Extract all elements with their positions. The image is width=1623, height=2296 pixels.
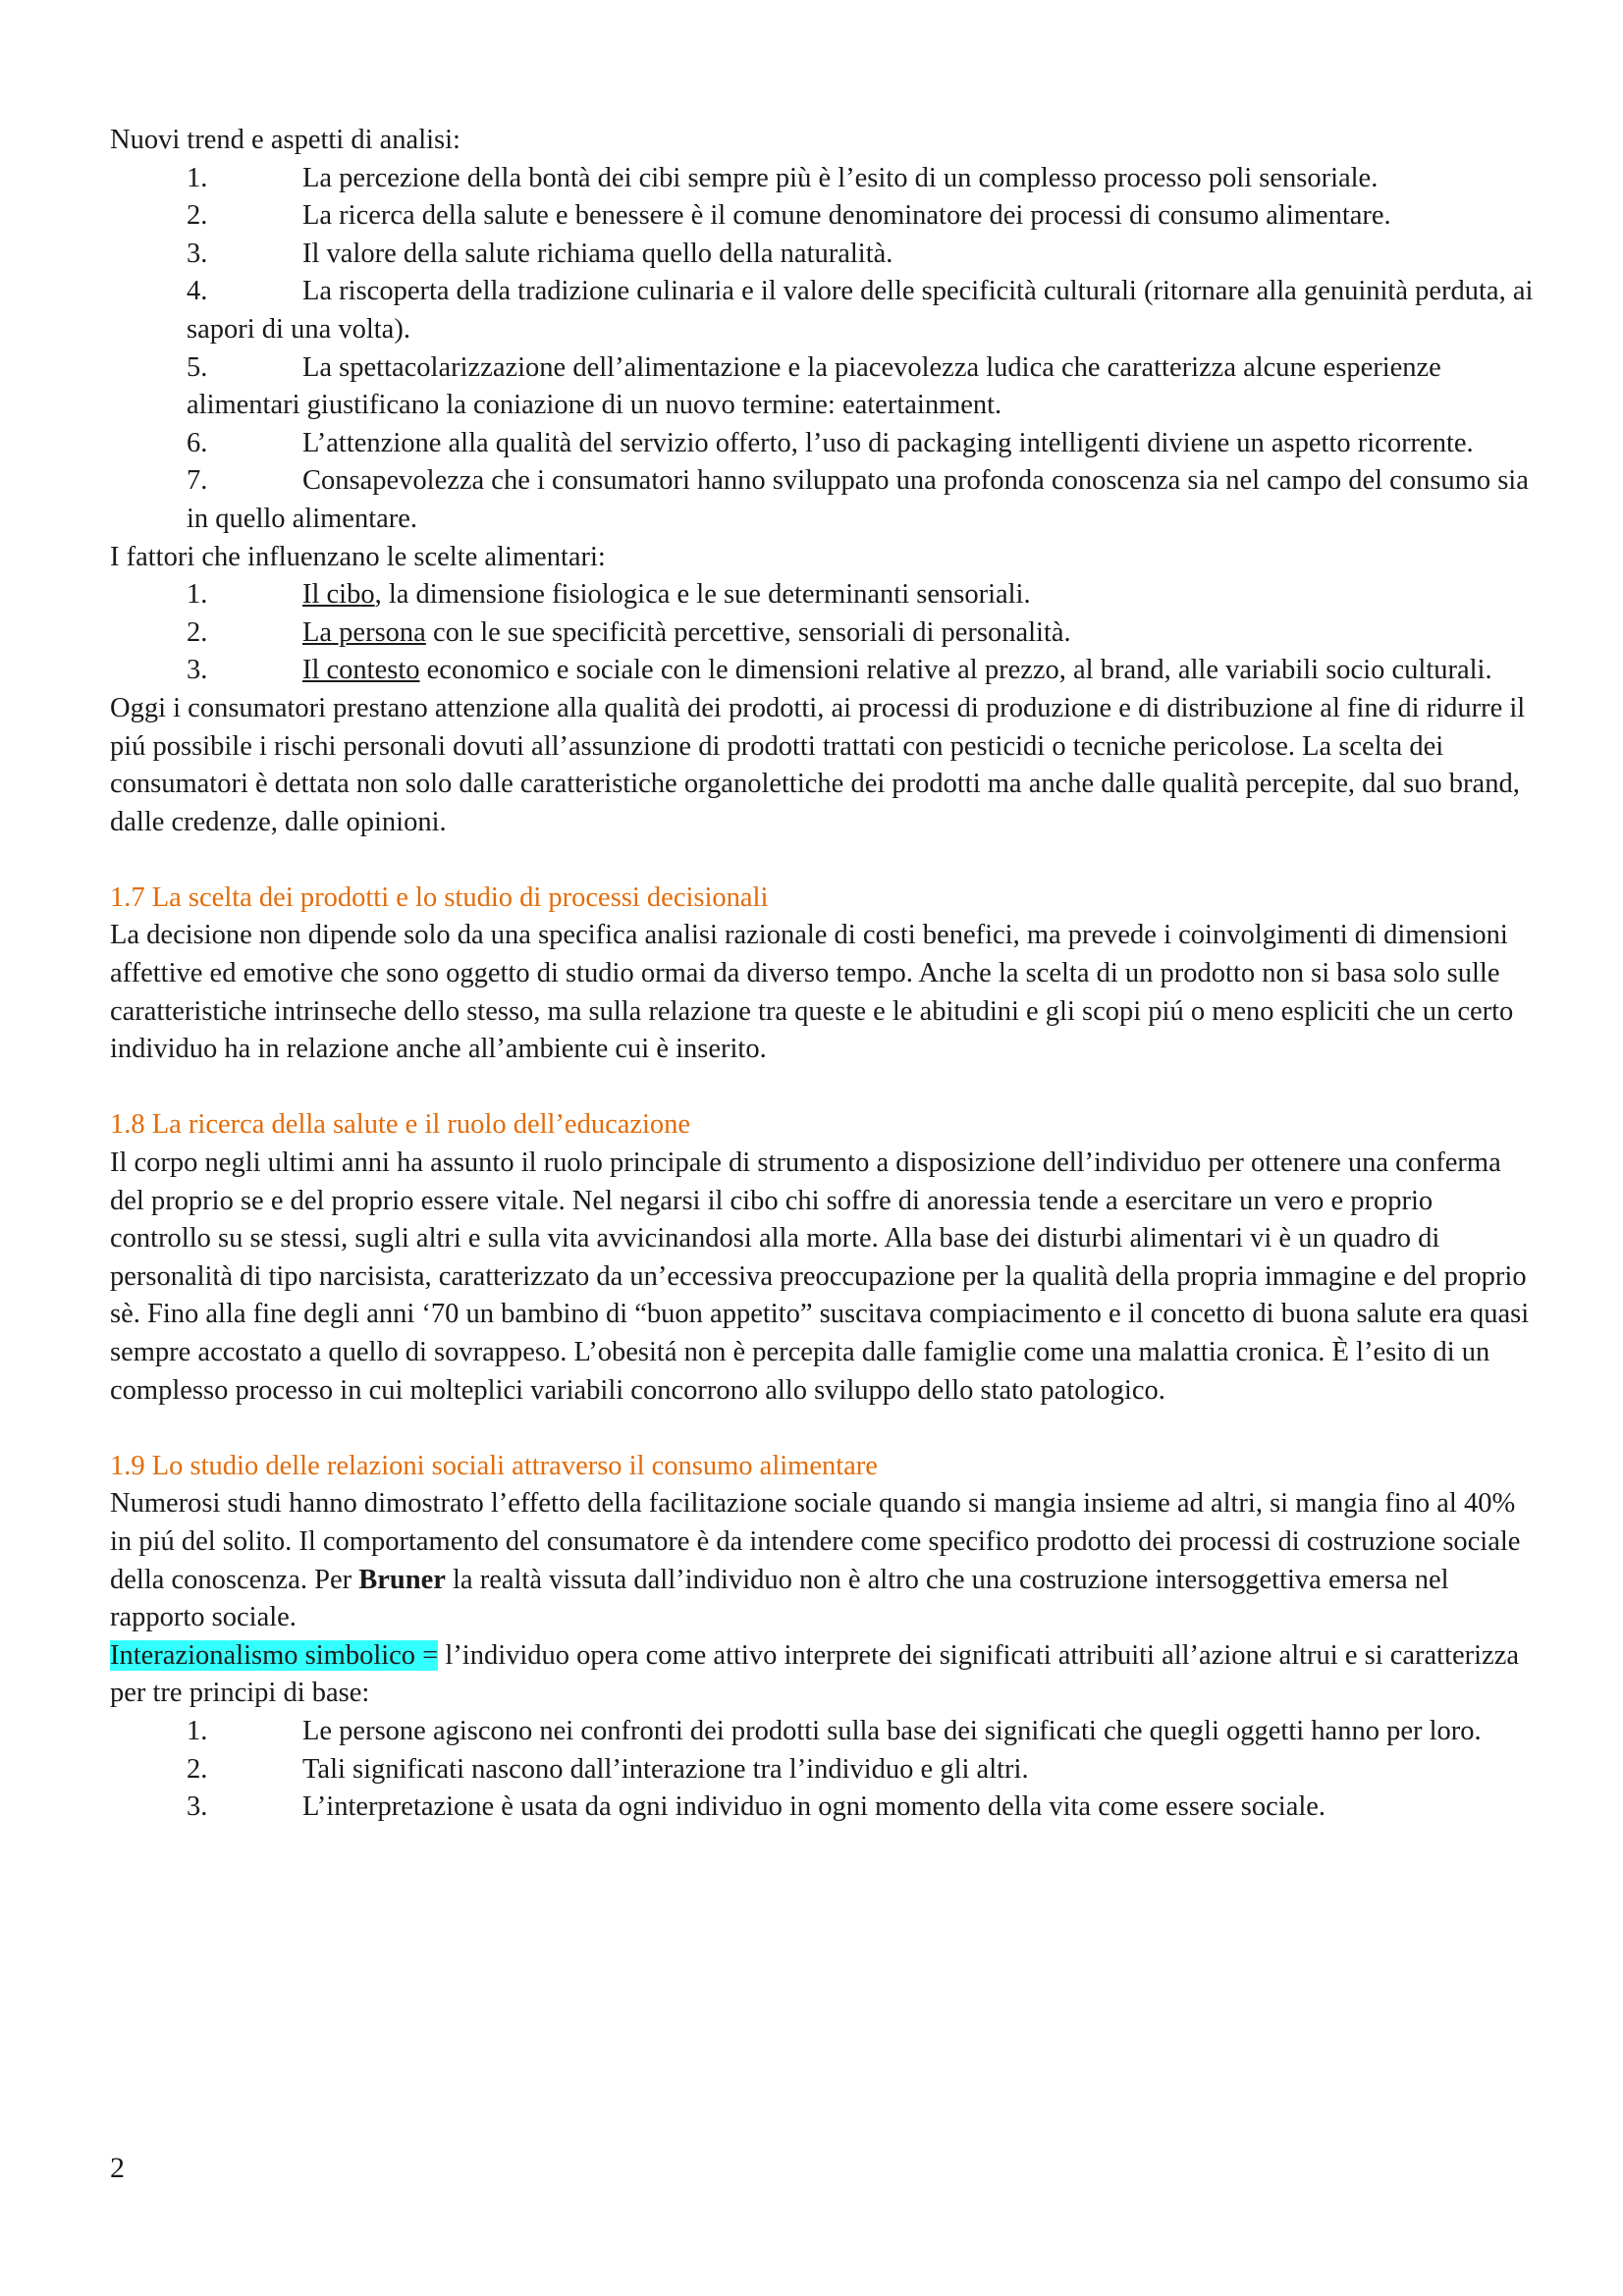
list-text: , la dimensione fisiologica e le sue determinanti sensoriali. (374, 579, 1031, 611)
section-heading-1-7: 1.7 La scelta dei prodotti e lo studio di processi decisionali (110, 881, 769, 913)
list-number: 1. (187, 162, 208, 193)
list-item (110, 462, 1534, 538)
list-number: 1. (187, 579, 208, 611)
list-item (110, 1751, 1534, 1789)
section-paragraph-1-9 (110, 1485, 1534, 1636)
list-number: 5. (187, 351, 208, 383)
list-number: 6. (187, 427, 208, 458)
list-number: 3. (187, 655, 208, 686)
section-paragraph-1-8: Il corpo negli ultimi anni ha assunto il ruolo principale di strumento a disposizione dell’individuo per ottenere una conferma del proprio se e del proprio essere vitale. Nel negarsi il cibo chi soffre di anoressia tende a esercitare un vero e proprio controllo su se stessi, sugli altri e sulla vita avvicinandosi alla morte. Alla base dei disturbi alimentari vi è un quadro di personalità di tipo narcisista, caratterizzato da un’eccessiva preoccupazione per la qualità della propria immagine e del proprio sè. Fino alla fine degli anni ‘70 un bambino di “buon appetito” suscitava compiacimento e il concetto di buona salute era quasi sempre accostato a quello di sovrappeso. L’obesitá non è percepita dalle famiglie come una malattia cronica. È l’esito di un complesso processo in cui molteplici variabili concorrono allo sviluppo dello stato patologico. (110, 1148, 1530, 1406)
list-text: con le sue specificità percettive, sensoriali di personalità. (425, 616, 1071, 648)
bold-name: Bruner (358, 1564, 446, 1595)
list-text: La ricerca della salute e benessere è il comune denominatore dei processi di consumo alimentare. (302, 200, 1391, 232)
list-item (110, 349, 1534, 425)
list-text: La spettacolarizzazione dell’alimentazione e la piacevolezza ludica che caratterizza alcune esperienze alimentari giustificano la coniazione di un nuovo termine: eatertainment. (187, 351, 1441, 421)
trends-intro: Nuovi trend e aspetti di analisi: (110, 125, 460, 155)
list-number: 2. (187, 616, 208, 648)
section-heading-1-9: 1.9 Lo studio delle relazioni sociali attraverso il consumo alimentare (110, 1450, 878, 1481)
list-number: 3. (187, 238, 208, 269)
list-text: Le persone agiscono nei confronti dei prodotti sulla base dei significati che quegli oggetti hanno per loro. (302, 1715, 1482, 1746)
list-text: Consapevolezza che i consumatori hanno sviluppato una profonda conoscenza sia nel campo del consumo sia in quello alimentare. (187, 465, 1529, 534)
list-number: 2. (187, 200, 208, 232)
definition-paragraph (110, 1637, 1534, 1713)
paragraph-text: la realtà vissuta dall’individuo non è altro che una costruzione intersoggettiva emersa nel rapporto sociale. (110, 1564, 1449, 1633)
list-text: L’attenzione alla qualità del servizio offerto, l’uso di packaging intelligenti diviene un aspetto ricorrente. (302, 427, 1474, 458)
page-number: 2 (110, 2152, 125, 2184)
list-item (110, 1789, 1534, 1827)
factors-intro: I fattori che influenzano le scelte alimentari: (110, 541, 606, 572)
list-item (110, 614, 1534, 653)
list-number: 4. (187, 276, 208, 307)
list-item (110, 160, 1534, 198)
list-item (110, 197, 1534, 236)
list-item (110, 236, 1534, 274)
list-number: 3. (187, 1791, 208, 1823)
list-number: 2. (187, 1753, 208, 1785)
list-text: Tali significati nascono dall’interazione tra l’individuo e gli altri. (302, 1753, 1029, 1785)
list-text: Il valore della salute richiama quello della naturalità. (302, 238, 893, 269)
list-text: La riscoperta della tradizione culinaria e il valore delle specificità culturali (ritornare alla genuinità perduta, ai sapori di una volta). (187, 276, 1534, 345)
factors-paragraph: Oggi i consumatori prestano attenzione alla qualità dei prodotti, ai processi di produzione e di distribuzione al fine di ridurre il piú possibile i rischi personali dovuti all’assunzione di prodotti trattati con pesticidi o tecniche pericolose. La scelta dei consumatori è dettata non solo dalle caratteristiche organolettiche dei prodotti ma anche dalle qualità percepite, dal suo brand, dalle credenze, dalle opinioni. (110, 692, 1526, 837)
section-paragraph-1-7: La decisione non dipende solo da una specifica analisi razionale di costi benefici, ma prevede i coinvolgimenti di dimensioni affettive ed emotive che sono oggetto di studio ormai da diverso tempo. Anche la scelta di un prodotto non si basa solo sulle caratteristiche intrinseche dello stesso, ma sulla relazione tra queste e le abitudini e gli scopi piú o meno espliciti che un certo individuo ha in relazione anche all’ambiente cui è inserito. (110, 920, 1514, 1065)
definition-text: l’individuo opera come attivo interprete dei significati attribuiti all’azione altrui e si caratterizza per tre principi di base: (110, 1639, 1520, 1709)
list-text: La percezione della bontà dei cibi sempre più è l’esito di un complesso processo poli sensoriale. (302, 162, 1379, 193)
list-item (110, 652, 1534, 690)
underlined-term: La persona (302, 616, 426, 648)
underlined-term: Il contesto (302, 655, 420, 686)
list-item (110, 273, 1534, 348)
principles-list (110, 1713, 1534, 1827)
list-number: 7. (187, 465, 208, 497)
list-item (110, 1713, 1534, 1751)
section-heading-1-8: 1.8 La ricerca della salute e il ruolo dell’educazione (110, 1109, 691, 1141)
factors-list (110, 576, 1534, 690)
list-number: 1. (187, 1715, 208, 1746)
document-page (110, 122, 1534, 1827)
paragraph-text: Numerosi studi hanno dimostrato l’effetto della facilitazione sociale quando si mangia insieme ad altri, si mangia fino al 40% in piú del solito. Il comportamento del consumatore è da intendere come specifico prodotto dei processi di costruzione sociale della conoscenza. Per (110, 1488, 1521, 1595)
highlighted-term: Interazionalismo simbolico = (110, 1639, 439, 1671)
list-text: economico e sociale con le dimensioni relative al prezzo, al brand, alle variabili socio culturali. (419, 655, 1492, 686)
underlined-term: Il cibo (302, 579, 375, 611)
list-item (110, 425, 1534, 463)
list-text: L’interpretazione è usata da ogni individuo in ogni momento della vita come essere sociale. (302, 1791, 1326, 1823)
list-item (110, 576, 1534, 614)
trends-list (110, 160, 1534, 539)
